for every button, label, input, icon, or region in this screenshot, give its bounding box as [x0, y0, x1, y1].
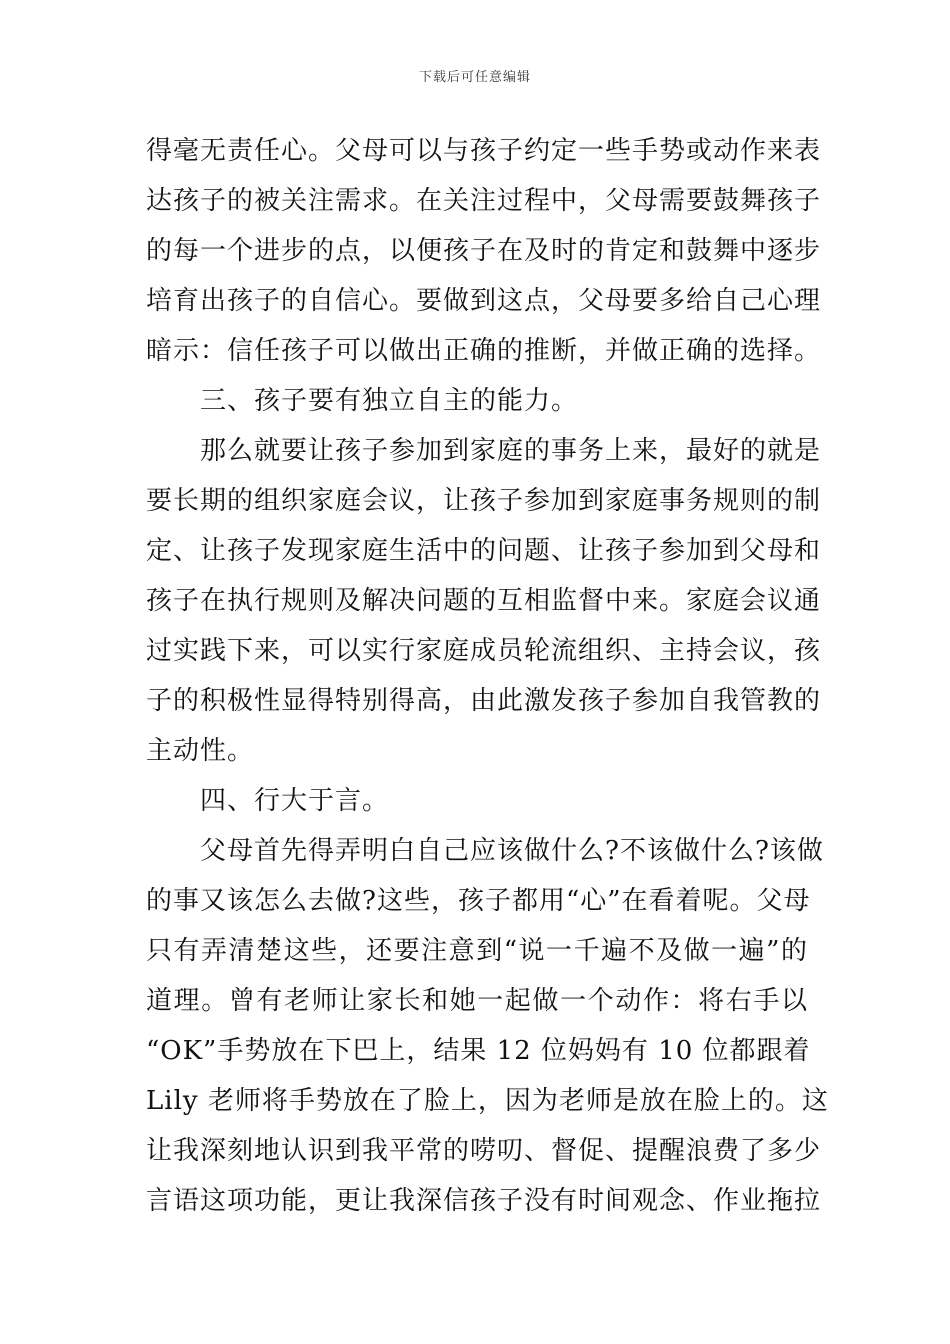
document-body	[146, 126, 829, 1226]
text-line: 主动性。	[146, 736, 255, 766]
text-line: 只有弄清楚这些，还要注意到“说一千遍不及做一遍”的	[146, 936, 808, 966]
text-line: 的每一个进步的点，以便孩子在及时的肯定和鼓舞中逐步	[146, 236, 822, 266]
text-line: 那么就要让孩子参加到家庭的事务上来，最好的就是	[146, 436, 822, 466]
text-line: 父母首先得弄明白自己应该做什么?不该做什么?该做	[146, 836, 824, 866]
text-line: 定、让孩子发现家庭生活中的问题、让孩子参加到父母和	[146, 536, 822, 566]
text-line: 言语这项功能，更让我深信孩子没有时间观念、作业拖拉	[146, 1186, 822, 1216]
text-line: 过实践下来，可以实行家庭成员轮流组织、主持会议，孩	[146, 636, 822, 666]
page-header: 下载后可任意编辑	[418, 70, 531, 85]
text-line: 子的积极性显得特别得高，由此激发孩子参加自我管教的	[146, 686, 822, 716]
text-line: 孩子在执行规则及解决问题的互相监督中来。家庭会议通	[146, 586, 822, 616]
text-line: 道理。曾有老师让家长和她一起做一个动作：将右手以	[146, 986, 808, 1016]
text-line: Lily 老师将手势放在了脸上，因为老师是放在脸上的。这	[146, 1086, 829, 1116]
text-line: 达孩子的被关注需求。在关注过程中，父母需要鼓舞孩子	[146, 186, 822, 216]
section-heading: 三、孩子要有独立自主的能力。	[146, 386, 579, 416]
text-line: 的事又该怎么去做?这些，孩子都用“心”在看着呢。父母	[146, 886, 811, 916]
text-line: 暗示：信任孩子可以做出正确的推断，并做正确的选择。	[146, 336, 822, 366]
text-line: 要长期的组织家庭会议，让孩子参加到家庭事务规则的制	[146, 486, 822, 516]
text-line: “OK”手势放在下巴上，结果 12 位妈妈有 10 位都跟着	[146, 1036, 811, 1066]
section-heading: 四、行大于言。	[146, 786, 390, 816]
text-line: 培育出孩子的自信心。要做到这点，父母要多给自己心理	[146, 286, 822, 316]
text-line: 让我深刻地认识到我平常的唠叨、督促、提醒浪费了多少	[146, 1136, 822, 1166]
text-line: 得毫无责任心。父母可以与孩子约定一些手势或动作来表	[146, 136, 822, 166]
